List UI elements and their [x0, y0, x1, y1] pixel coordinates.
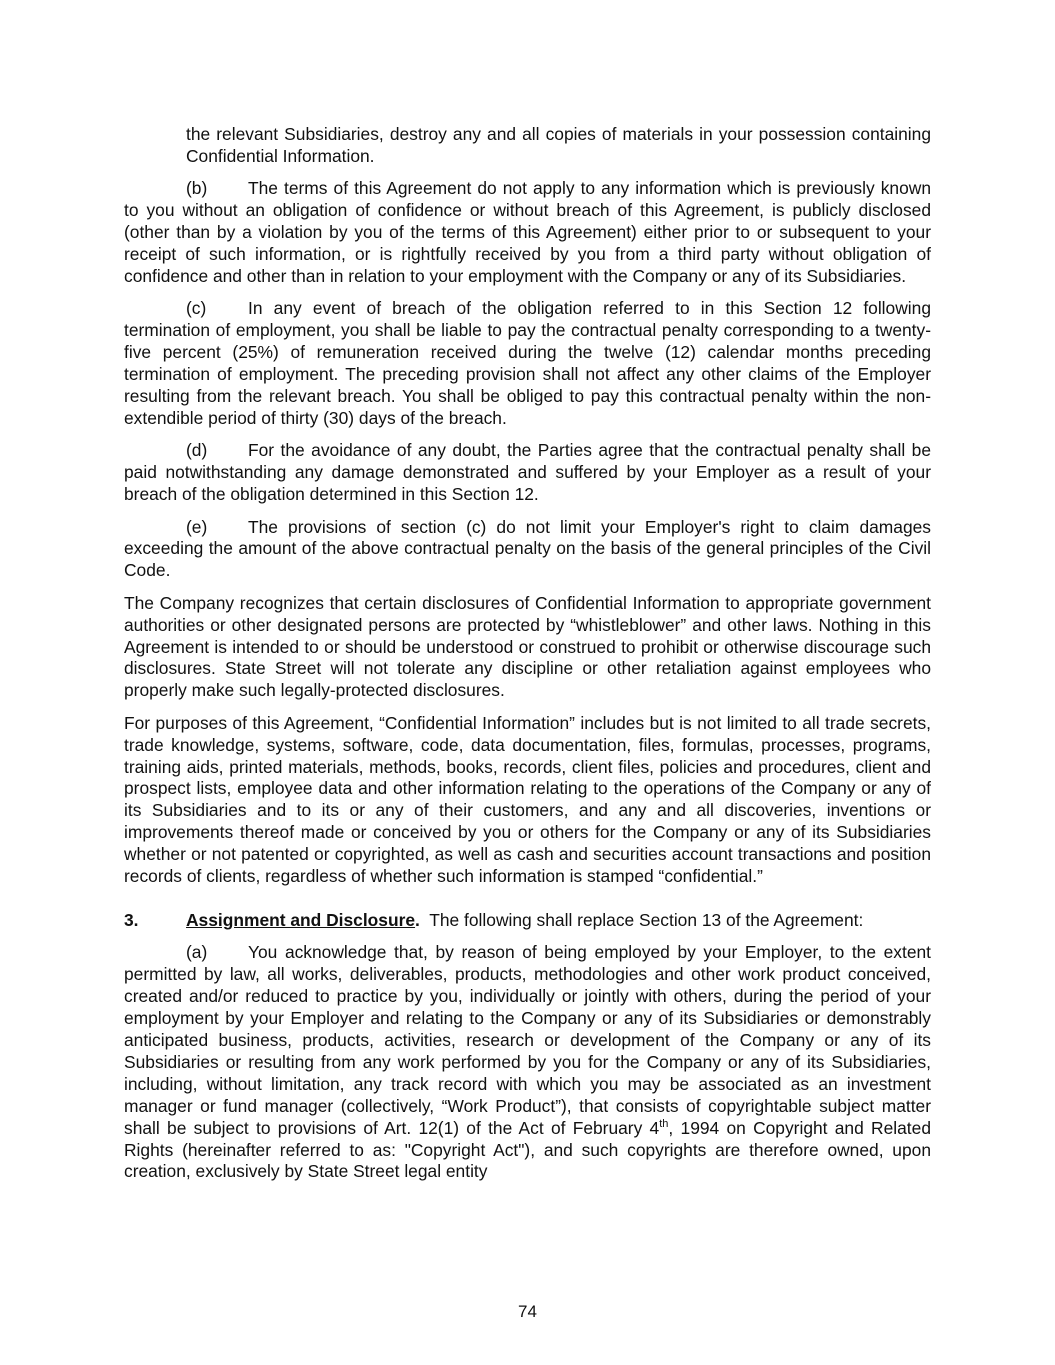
document-page	[124, 124, 931, 1194]
paragraph-d-text: For the avoidance of any doubt, the Parties agree that the contractual penalty shall be paid notwithstanding any damage demonstrated and suffered by your Employer as a result of your breach of the obligation determined in this Section 12.	[124, 440, 931, 505]
section-3-title-period: .	[415, 910, 420, 930]
section-3-paragraph-a-label: (a)	[186, 942, 208, 963]
paragraph-e-label: (e)	[186, 516, 208, 537]
paragraph-b-text: The terms of this Agreement do not apply to any information which is previously known to you without an obligation of confidence or without breach of this Agreement, is publicly disclosed (other than by a violation by you of the terms of this Agreement) either prior to or subsequent to your receipt of such information, or is rightfully received by you from a third party without obligation of confidence and other than in relation to your employment with the Company or any of its Subsidiaries.	[124, 178, 931, 286]
page-number: 74	[518, 1302, 537, 1321]
paragraph-b-label: (b)	[186, 178, 208, 199]
paragraph-c	[124, 298, 931, 429]
confidential-information-definition: For purposes of this Agreement, “Confidential Information” includes but is not limited to all trade secrets, trade knowledge, systems, software, code, data documentation, files, formulas, processes, programs, training aids, printed materials, methods, books, records, client files, policies and procedures, client and prospect lists, employee data and other information relating to the operations of the Company or any of its Subsidiaries and to its or any of their customers, and any and all discoveries, inventions or improvements thereof made or conceived by you or others for the Company or any of its Subsidiaries whether or not patented or copyrighted, as well as cash and securities account transactions and position records of clients, regardless of whether such information is stamped “confidential.”	[124, 712, 931, 887]
paragraph-a-continuation: the relevant Subsidiaries, destroy any and all copies of materials in your possession containing Confidential Information.	[186, 124, 931, 166]
section-3-paragraph-a-text: You acknowledge that, by reason of being employed by your Employer, to the extent permitted by law, all works, deliverables, products, methodologies and other work product conceived, created and/or reduced to practice by you, individually or jointly with others, during the period of your employment by your Employer and relating to the Company or any of its Subsidiaries or demonstrably anticipated business, products, activities, research or development of the Company or any of its Subsidiaries or resulting from any work performed by you for the Company or any of its Subsidiaries, including, without limitation, any track record with which you may be associated as an investment manager or fund manager (collectively, “Work Product”), that consists of copyrightable subject matter shall be subject to provisions of Art. 12(1) of the Act of February 4	[124, 942, 931, 1138]
section-3-title: Assignment and Disclosure	[186, 910, 416, 930]
paragraph-c-text: In any event of breach of the obligation referred to in this Section 12 following termination of employment, you shall be liable to pay the contractual penalty corresponding to a twenty-five percent (25%) of remuneration received during the twelve (12) calendar months preceding termination of employment. The preceding provision shall not affect any other claims of the Employer resulting from the relevant breach. You shall be obliged to pay this contractual penalty within the non-extendible period of thirty (30) days of the breach.	[124, 298, 931, 428]
paragraph-e-text: The provisions of section (c) do not limit your Employer's right to claim damages exceeding the amount of the above contractual penalty on the basis of the general principles of the Civil Code.	[124, 516, 931, 581]
section-3-paragraph-a	[124, 942, 931, 1183]
paragraph-e	[124, 517, 931, 583]
paragraph-c-label: (c)	[186, 298, 207, 319]
paragraph-d-label: (d)	[186, 440, 208, 461]
ordinal-superscript: th	[659, 1117, 669, 1130]
paragraph-b	[124, 178, 931, 288]
section-3-paragraph-a-text-end: , 1994 on Copyright and Related Rights (hereinafter referred to as: "Copyright Act"), and such copyrights are therefore owned, upon creation, exclusively by State Street legal entity	[124, 1117, 931, 1182]
section-3-intro: The following shall replace Section 13 of the Agreement:	[429, 910, 864, 930]
section-3-number: 3.	[124, 910, 139, 930]
section-3-heading	[124, 910, 931, 932]
whistleblower-paragraph: The Company recognizes that certain disclosures of Confidential Information to appropriate government authorities or other designated persons are protected by “whistleblower” and other laws. Nothing in this Agreement is intended to or should be understood or construed to prohibit or otherwise discourage such disclosures. State Street will not tolerate any discipline or other retaliation against employees who properly make such legally-protected disclosures.	[124, 592, 931, 701]
paragraph-d	[124, 440, 931, 506]
